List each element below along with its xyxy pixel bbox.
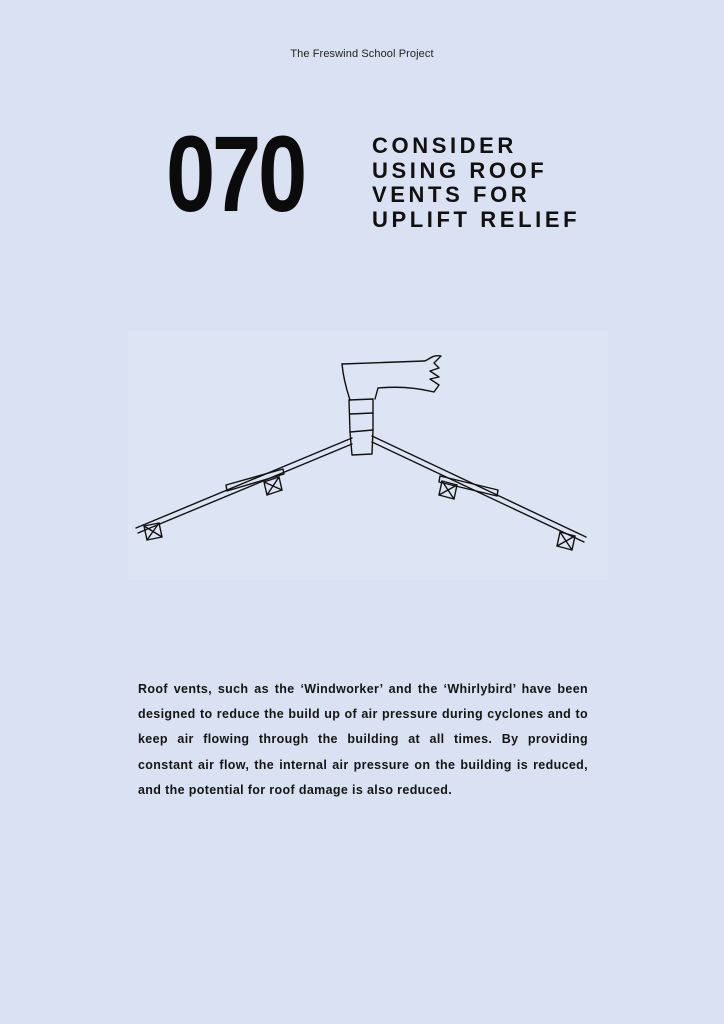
roof-vent-sketch-icon bbox=[128, 330, 608, 580]
title-line-3: VENTS FOR bbox=[372, 182, 531, 207]
roof-vent-illustration bbox=[128, 330, 608, 580]
item-number: 070 bbox=[166, 113, 304, 234]
body-paragraph: Roof vents, such as the ‘Windworker’ and the ‘Whirlybird’ have been designed to reduce the build up of air pressure during cyclones and to keep air flowing through the building at all times. By providing constant air flow, the internal air pressure on the building is reduced, and the potential for roof damage is also reduced. bbox=[138, 682, 588, 797]
title-line-4: UPLIFT RELIEF bbox=[372, 206, 581, 232]
title-line-1: CONSIDER bbox=[372, 133, 517, 158]
item-title bbox=[372, 134, 580, 232]
project-header: The Freswind School Project bbox=[290, 48, 434, 60]
title-line-2: USING ROOF bbox=[372, 157, 548, 183]
